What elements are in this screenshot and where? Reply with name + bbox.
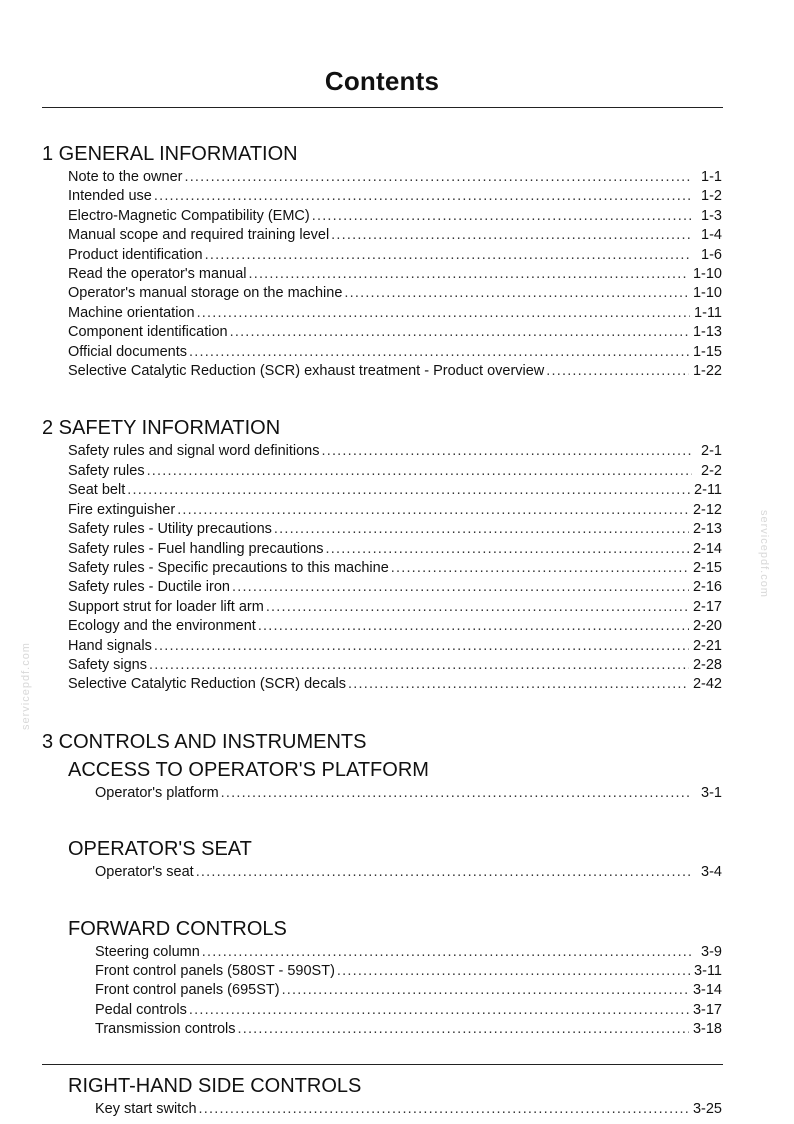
dot-leader bbox=[230, 323, 689, 342]
entry-label: Safety rules - Utility precautions bbox=[68, 521, 272, 538]
dot-leader bbox=[202, 943, 692, 962]
toc-entry[interactable] bbox=[42, 637, 722, 656]
dot-leader bbox=[184, 168, 692, 187]
entry-page: 1-10 bbox=[692, 266, 722, 283]
entry-label: Seat belt bbox=[68, 482, 126, 499]
toc-entry[interactable] bbox=[42, 481, 722, 500]
toc-entry[interactable] bbox=[42, 675, 722, 694]
entry-page: 3-11 bbox=[694, 962, 722, 979]
entry-label: Selective Catalytic Reduction (SCR) exhaust treatment - Product overview bbox=[68, 363, 545, 380]
toc-entry[interactable] bbox=[42, 943, 722, 962]
dot-leader bbox=[189, 343, 689, 362]
entry-label: Fire extinguisher bbox=[68, 501, 176, 518]
toc-entry[interactable] bbox=[42, 207, 722, 226]
dot-leader bbox=[197, 304, 690, 323]
dot-leader bbox=[337, 962, 690, 981]
section-title: FORWARD CONTROLS bbox=[68, 917, 287, 940]
toc-entry[interactable] bbox=[42, 540, 722, 559]
dot-leader bbox=[177, 501, 689, 520]
section-title: RIGHT-HAND SIDE CONTROLS bbox=[68, 1074, 362, 1097]
entry-label: Safety rules - Fuel handling precautions bbox=[68, 540, 324, 557]
dot-leader bbox=[348, 675, 689, 694]
chapter-controls-and-instruments bbox=[42, 728, 722, 1119]
entry-label: Steering column bbox=[95, 943, 200, 960]
entry-label: Manual scope and required training level bbox=[68, 227, 330, 244]
entry-page: 3-9 bbox=[701, 943, 722, 960]
entry-page: 1-3 bbox=[701, 207, 722, 224]
entry-label: Hand signals bbox=[68, 637, 152, 654]
toc-entry[interactable] bbox=[42, 343, 722, 362]
dot-leader bbox=[199, 1100, 689, 1119]
dot-leader bbox=[249, 265, 689, 284]
entry-page: 3-14 bbox=[692, 982, 722, 999]
dot-leader bbox=[258, 617, 689, 636]
dot-leader bbox=[321, 442, 692, 461]
entry-list bbox=[42, 943, 722, 1040]
entry-label: Machine orientation bbox=[68, 304, 195, 321]
toc-entry[interactable] bbox=[42, 362, 722, 381]
entry-page: 2-14 bbox=[692, 540, 722, 557]
entry-label: Ecology and the environment bbox=[68, 618, 256, 635]
entry-label: Safety rules - Ductile iron bbox=[68, 579, 230, 596]
dot-leader bbox=[154, 637, 689, 656]
dot-leader bbox=[154, 187, 692, 206]
entry-page: 1-13 bbox=[692, 324, 722, 341]
entry-list bbox=[42, 784, 722, 803]
toc-entry[interactable] bbox=[42, 168, 722, 187]
toc-entry[interactable] bbox=[42, 578, 722, 597]
toc-entry[interactable] bbox=[42, 323, 722, 342]
table-of-contents bbox=[42, 140, 722, 1119]
watermark-right: servicepdf.com bbox=[758, 510, 770, 598]
dot-leader bbox=[331, 226, 692, 245]
toc-entry[interactable] bbox=[42, 520, 722, 539]
dot-leader bbox=[326, 540, 689, 559]
toc-entry[interactable] bbox=[42, 265, 722, 284]
toc-entry[interactable] bbox=[42, 863, 722, 882]
entry-label: Safety rules bbox=[68, 462, 145, 479]
header-rule bbox=[42, 107, 723, 108]
entry-page: 2-1 bbox=[701, 443, 722, 460]
dot-leader bbox=[147, 462, 692, 481]
entry-page: 1-22 bbox=[692, 363, 722, 380]
dot-leader bbox=[266, 598, 689, 617]
entry-page: 1-4 bbox=[701, 227, 722, 244]
entry-page: 3-25 bbox=[692, 1100, 722, 1117]
entry-label: Transmission controls bbox=[95, 1021, 236, 1038]
toc-entry[interactable] bbox=[42, 1100, 722, 1119]
chapter-title: 1 GENERAL INFORMATION bbox=[42, 143, 298, 165]
entry-label: Front control panels (580ST - 590ST) bbox=[95, 962, 335, 979]
dot-leader bbox=[196, 863, 692, 882]
entry-page: 2-12 bbox=[692, 501, 722, 518]
dot-leader bbox=[312, 207, 692, 226]
toc-entry[interactable] bbox=[42, 962, 722, 981]
footer-rule bbox=[42, 1064, 723, 1065]
toc-entry[interactable] bbox=[42, 501, 722, 520]
toc-entry[interactable] bbox=[42, 1020, 722, 1039]
entry-label: Operator's platform bbox=[95, 784, 219, 801]
entry-page: 1-1 bbox=[701, 169, 722, 185]
section-title: OPERATOR'S SEAT bbox=[68, 838, 252, 861]
entry-label: Selective Catalytic Reduction (SCR) decals bbox=[68, 676, 347, 693]
toc-entry[interactable] bbox=[42, 284, 722, 303]
entry-page: 3-4 bbox=[701, 864, 722, 881]
entry-label: Safety rules and signal word definitions bbox=[68, 443, 320, 460]
dot-leader bbox=[282, 981, 689, 1000]
entry-label: Operator's manual storage on the machine bbox=[68, 285, 343, 302]
entry-page: 2-20 bbox=[692, 618, 722, 635]
toc-entry[interactable] bbox=[42, 187, 722, 206]
toc-entry[interactable] bbox=[42, 226, 722, 245]
entry-label: Read the operator's manual bbox=[68, 266, 247, 283]
page-title: Contents bbox=[324, 66, 440, 96]
dot-leader bbox=[127, 481, 690, 500]
chapter-safety-information bbox=[42, 414, 722, 694]
entry-page: 1-6 bbox=[701, 246, 722, 263]
entry-list bbox=[42, 1100, 722, 1119]
toc-entry[interactable] bbox=[42, 442, 722, 461]
dot-leader bbox=[391, 559, 689, 578]
entry-label: Official documents bbox=[68, 343, 188, 360]
entry-page: 2-2 bbox=[701, 462, 722, 479]
entry-list bbox=[42, 168, 722, 381]
entry-page: 2-21 bbox=[692, 637, 722, 654]
entry-page: 3-1 bbox=[701, 784, 722, 801]
entry-label: Product identification bbox=[68, 246, 203, 263]
entry-page: 2-15 bbox=[692, 559, 722, 576]
toc-entry[interactable] bbox=[42, 246, 722, 265]
entry-list bbox=[42, 863, 722, 882]
entry-page: 1-15 bbox=[692, 343, 722, 360]
chapter-title: 2 SAFETY INFORMATION bbox=[42, 417, 281, 440]
entry-label: Intended use bbox=[68, 188, 152, 205]
watermark-left: servicepdf.com bbox=[20, 642, 32, 730]
entry-label: Support strut for loader lift arm bbox=[68, 598, 264, 615]
chapter-general-information bbox=[42, 140, 722, 381]
entry-label: Key start switch bbox=[95, 1100, 197, 1117]
dot-leader bbox=[232, 578, 689, 597]
dot-leader bbox=[344, 284, 689, 303]
entry-list bbox=[42, 442, 722, 694]
dot-leader bbox=[149, 656, 689, 675]
toc-entry[interactable] bbox=[42, 1001, 722, 1020]
toc-entry[interactable] bbox=[42, 784, 722, 803]
entry-page: 2-42 bbox=[692, 676, 722, 693]
entry-label: Safety rules - Specific precautions to this machine bbox=[68, 559, 389, 576]
entry-label: Component identification bbox=[68, 324, 228, 341]
entry-page: 1-11 bbox=[694, 304, 722, 321]
entry-page: 2-11 bbox=[694, 482, 722, 499]
entry-page: 1-2 bbox=[701, 188, 722, 205]
entry-label: Safety signs bbox=[68, 656, 147, 673]
entry-page: 2-16 bbox=[692, 579, 722, 596]
dot-leader bbox=[189, 1001, 689, 1020]
entry-page: 2-28 bbox=[692, 656, 722, 673]
toc-entry[interactable] bbox=[42, 981, 722, 1000]
dot-leader bbox=[221, 784, 692, 803]
toc-entry[interactable] bbox=[42, 462, 722, 481]
entry-page: 1-10 bbox=[692, 285, 722, 302]
entry-label: Note to the owner bbox=[68, 169, 183, 185]
entry-page: 3-18 bbox=[692, 1021, 722, 1038]
toc-entry[interactable] bbox=[42, 598, 722, 617]
entry-page: 2-17 bbox=[692, 598, 722, 615]
entry-page: 2-13 bbox=[692, 521, 722, 538]
toc-entry[interactable] bbox=[42, 656, 722, 675]
entry-label: Front control panels (695ST) bbox=[95, 982, 280, 999]
toc-entry[interactable] bbox=[42, 559, 722, 578]
toc-entry[interactable] bbox=[42, 304, 722, 323]
entry-label: Electro-Magnetic Compatibility (EMC) bbox=[68, 207, 310, 224]
entry-label: Operator's seat bbox=[95, 864, 194, 881]
dot-leader bbox=[237, 1020, 688, 1039]
dot-leader bbox=[205, 246, 692, 265]
entry-label: Pedal controls bbox=[95, 1001, 187, 1018]
chapter-title: 3 CONTROLS AND INSTRUMENTS bbox=[42, 730, 367, 753]
entry-page: 3-17 bbox=[692, 1001, 722, 1018]
toc-entry[interactable] bbox=[42, 617, 722, 636]
section-title: ACCESS TO OPERATOR'S PLATFORM bbox=[68, 758, 429, 781]
dot-leader bbox=[546, 362, 689, 381]
dot-leader bbox=[274, 520, 689, 539]
